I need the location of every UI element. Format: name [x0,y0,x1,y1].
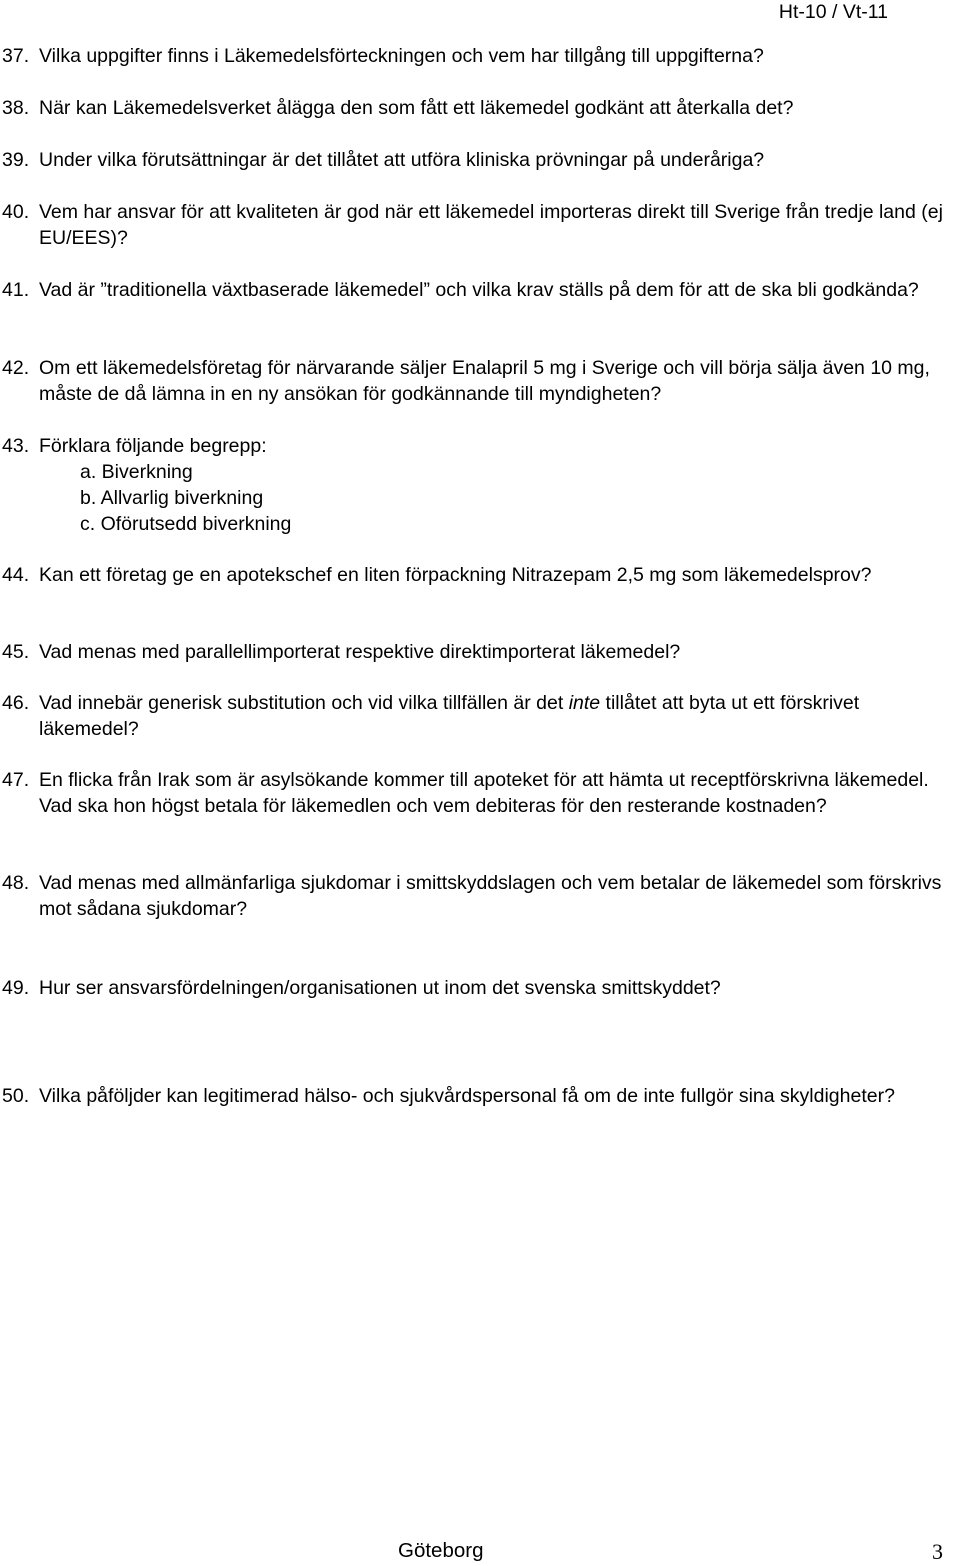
subitem-c: c. Oförutsedd biverkning [80,513,292,535]
question-number: 41. [2,279,30,301]
question-text-emphasis: inte [568,692,601,714]
question-number: 47. [2,769,30,791]
question-text: Vilka uppgifter finns i Läkemedelsförteckningen och vem har tillgång till uppgifterna? [39,45,764,67]
question-43 [2,433,944,459]
question-number: 50. [2,1085,30,1107]
question-number: 43. [2,435,30,457]
question-number: 40. [2,201,30,223]
question-number: 39. [2,149,30,171]
question-text: Vilka påföljder kan legitimerad hälso- och sjukvårdspersonal få om de inte fullgör sina skyldigheter? [39,1085,895,1107]
question-46 [2,690,944,742]
question-text: En flicka från Irak som är asylsökande kommer till apoteket för att hämta ut receptförskrivna läkemedel. Vad ska hon högst betala för läkemedlen och vem debiteras för den resterande kostnaden? [39,769,929,817]
question-text: Under vilka förutsättningar är det tillåtet att utföra kliniska prövningar på underåriga? [39,149,765,171]
question-text: Förklara följande begrepp: [39,435,267,457]
question-37 [2,43,944,69]
question-text: Vad menas med allmänfarliga sjukdomar i smittskyddslagen och vem betalar de läkemedel som förskrivs mot sådana sjukdomar? [39,872,942,920]
subitem-a: a. Biverkning [80,461,193,483]
question-text: Kan ett företag ge en apotekschef en liten förpackning Nitrazepam 2,5 mg som läkemedelsprov? [39,564,872,586]
question-48 [2,870,944,922]
question-text-end: tillåtet att byta ut ett förskrivet läkemedel? [39,692,860,740]
question-50 [2,1083,944,1109]
question-text: Vad menas med parallellimporterat respektive direktimporterat läkemedel? [39,641,681,663]
question-42 [2,355,944,407]
term-header: Ht-10 / Vt-11 [778,1,888,23]
question-number: 49. [2,977,30,999]
question-number: 46. [2,692,30,714]
question-38 [2,95,944,121]
footer-city: Göteborg [398,1539,484,1562]
question-number: 48. [2,872,30,894]
question-text-start: Vad innebär generisk substitution och vid vilka tillfällen är det [39,692,569,714]
question-45 [2,639,944,665]
question-text: Vem har ansvar för att kvaliteten är god när ett läkemedel importeras direkt till Sverige från tredje land (ej EU/EES)? [39,201,943,249]
question-number: 44. [2,564,30,586]
question-text: När kan Läkemedelsverket ålägga den som fått ett läkemedel godkänt att återkalla det? [39,97,794,119]
question-text: Hur ser ansvarsfördelningen/organisationen ut inom det svenska smittskyddet? [39,977,721,999]
question-49 [2,975,944,1001]
question-41 [2,277,944,303]
question-44 [2,562,944,588]
subitem-b: b. Allvarlig biverkning [80,487,264,509]
question-40 [2,199,944,251]
question-47 [2,767,944,819]
question-text: Om ett läkemedelsföretag för närvarande säljer Enalapril 5 mg i Sverige och vill börja sälja även 10 mg, måste de då lämna in en ny ansökan för godkännande till myndigheten? [39,357,930,405]
question-number: 37. [2,45,30,67]
question-number: 42. [2,357,30,379]
question-number: 45. [2,641,30,663]
question-text: Vad är ”traditionella växtbaserade läkemedel” och vilka krav ställs på dem för att de ska bli godkända? [39,279,919,301]
question-number: 38. [2,97,30,119]
question-39 [2,147,944,173]
page-number: 3 [932,1539,943,1564]
